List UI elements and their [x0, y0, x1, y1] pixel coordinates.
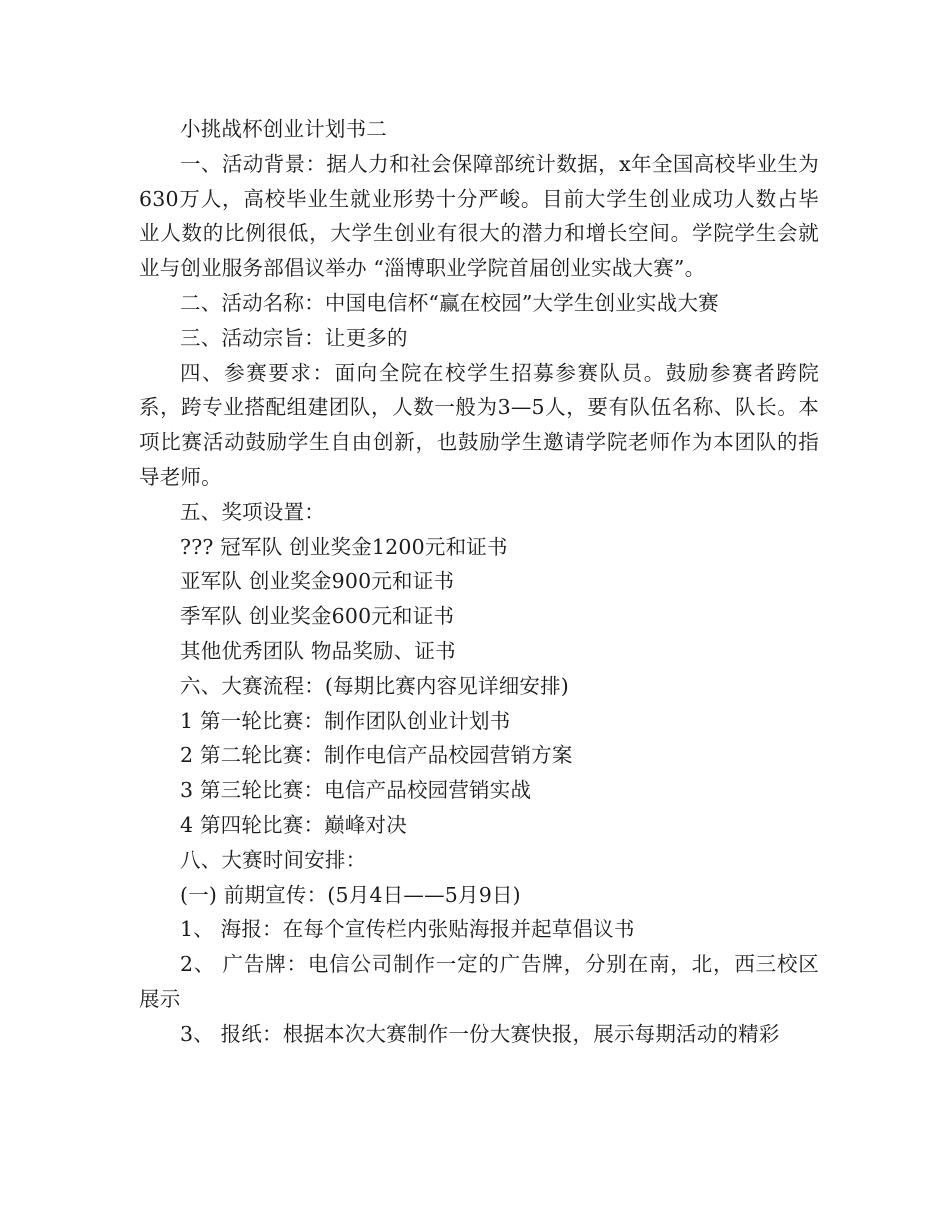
paragraph-schedule-heading: 八、大赛时间安排：: [180, 847, 367, 872]
process-item-round-2: 2 第二轮比赛：制作电信产品校园营销方案: [180, 743, 573, 768]
award-item-third-place: 季军队 创业奖金600元和证书: [180, 604, 455, 629]
schedule-item-posters: 1、 海报：在每个宣传栏内张贴海报并起草倡议书: [180, 917, 635, 942]
document-body: [139, 112, 819, 1052]
process-item-round-1: 1 第一轮比赛：制作团队创业计划书: [180, 708, 511, 733]
paragraph-activity-name: 二、活动名称：中国电信杯“赢在校园”大学生创业实战大赛: [180, 290, 719, 315]
schedule-phase-promotion: (一) 前期宣传：(5月4日——5月9日): [180, 882, 521, 907]
process-item-round-4: 4 第四轮比赛：巅峰对决: [180, 812, 407, 837]
paragraph-requirements: 四、参赛要求：面向全院在校学生招募参赛队员。鼓励参赛者跨院系，跨专业搭配组建团队，人数一般为3—5人，要有队伍名称、队长。本项比赛活动鼓励学生自由创新，也鼓励学生邀请学院老师作为本团队的指导老师。: [139, 360, 819, 489]
paragraph-process-heading: 六、大赛流程：(每期比赛内容见详细安排): [180, 673, 569, 698]
paragraph-purpose: 三、活动宗旨：让更多的: [180, 325, 408, 350]
paragraph-awards-heading: 五、奖项设置：: [180, 499, 325, 524]
document-title: 小挑战杯创业计划书二: [180, 117, 387, 141]
award-item-runner-up: 亚军队 创业奖金900元和证书: [180, 569, 455, 594]
award-item-champion: ??? 冠军队 创业奖金1200元和证书: [180, 534, 508, 559]
schedule-item-billboards: 2、 广告牌：电信公司制作一定的广告牌，分别在南，北，西三校区展示: [139, 952, 819, 1011]
schedule-item-newspaper: 3、 报纸：根据本次大赛制作一份大赛快报，展示每期活动的精彩: [180, 1021, 780, 1046]
paragraph-background: 一、活动背景：据人力和社会保障部统计数据，x年全国高校毕业生为630万人，高校毕业生就业形势十分严峻。目前大学生创业成功人数占毕业人数的比例很低，大学生创业有很大的潜力和增长空间。学院学生会就业与创业服务部倡议举办 “淄博职业学院首届创业实战大赛”。: [139, 151, 819, 281]
process-item-round-3: 3 第三轮比赛：电信产品校园营销实战: [180, 778, 532, 803]
award-item-other: 其他优秀团队 物品奖励、证书: [180, 638, 456, 663]
